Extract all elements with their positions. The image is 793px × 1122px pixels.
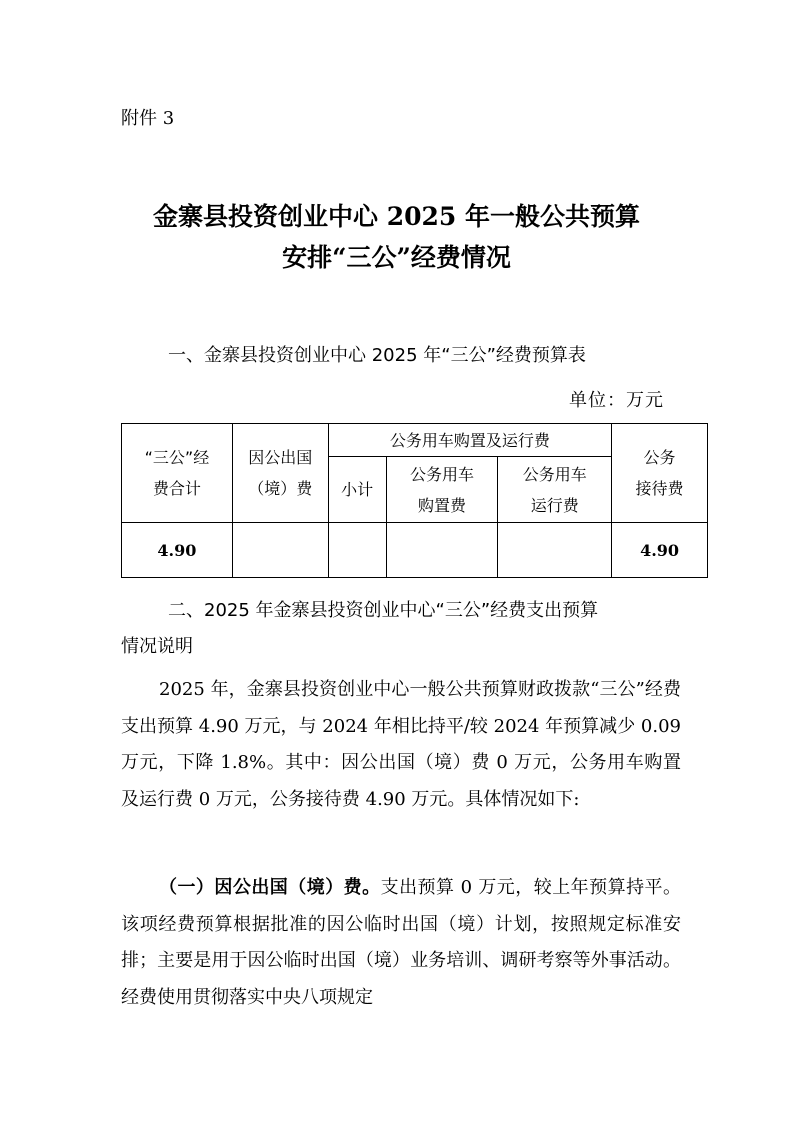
header-operation-line2: 运行费 <box>530 495 579 515</box>
header-total <box>122 424 233 523</box>
section1-heading: 一、金寨县投资创业中心 2025 年“三公”经费预算表 <box>168 345 586 366</box>
page-title-line2: 安排“三公”经费情况 <box>282 243 511 272</box>
section2-heading-line2: 情况说明 <box>121 636 193 657</box>
header-abroad-line2: （境）费 <box>248 479 313 498</box>
header-total-line1: “三公”经 <box>144 448 210 467</box>
paragraph-abroad-body: 支出预算 0 万元，较上年预算持平。该项经费预算根据批准的因公临时出国（境）计划，按照规定标准安排；主要是用于因公临时出国（境）业务培训、调研考察等外事活动。经费使用贯彻落实中央八项规定 <box>121 877 682 1008</box>
header-reception-line2: 接待费 <box>635 479 684 498</box>
header-reception-line1: 公务 <box>643 448 676 467</box>
unit-label: 单位：万元 <box>569 390 664 411</box>
header-subtotal: 小计 <box>328 457 386 523</box>
header-abroad <box>232 424 328 523</box>
cell-abroad <box>232 523 328 578</box>
paragraph-abroad-lead: （一）因公出国（境）费。 <box>159 877 381 898</box>
header-purchase-line1: 公务用车 <box>409 464 474 484</box>
cell-total: 4.90 <box>122 523 233 578</box>
header-abroad-line1: 因公出国 <box>248 448 313 467</box>
cell-purchase <box>386 523 498 578</box>
attachment-label: 附件 3 <box>121 108 175 129</box>
header-operation-line1: 公务用车 <box>522 464 587 484</box>
paragraph-abroad <box>121 870 681 1016</box>
header-total-line2: 费合计 <box>152 479 201 498</box>
page-title-line1: 金寨县投资创业中心 2025 年一般公共预算 <box>153 202 640 231</box>
header-purchase-line2: 购置费 <box>417 495 466 515</box>
header-vehicle-group: 公务用车购置及运行费 <box>328 424 611 457</box>
cell-operation <box>498 523 612 578</box>
paragraph-summary: 2025 年，金寨县投资创业中心一般公共预算财政拨款“三公”经费支出预算 4.90 万元，与 2024 年相比持平/较 2024 年预算减少 0.09 万元，下降 1.8%。其中：因公出国（境）费 0 万元，公务用车购置及运行费 0 万元，公务接待费 4.90 万元。具体情况如下: <box>121 679 681 810</box>
header-operation <box>498 457 612 523</box>
cell-reception: 4.90 <box>612 523 708 578</box>
header-reception <box>612 424 708 523</box>
cell-subtotal <box>328 523 386 578</box>
budget-table <box>121 423 708 578</box>
section2-heading-line1: 二、2025 年金寨县投资创业中心“三公”经费支出预算 <box>168 600 599 621</box>
header-purchase <box>386 457 498 523</box>
